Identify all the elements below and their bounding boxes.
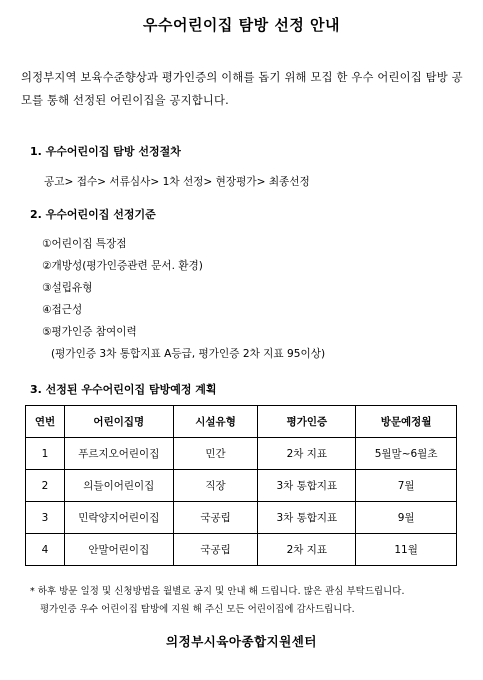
cell-no: 1 — [26, 438, 65, 470]
section3-heading: 3. 선정된 우수어린이집 탐방예정 계획 — [30, 383, 217, 396]
cell-no: 2 — [26, 470, 65, 502]
criteria-item: ⑤평가인증 참여이력 — [42, 326, 137, 338]
organization-name: 의정부시육아종합지원센터 — [166, 634, 317, 649]
cell-type: 국공립 — [173, 502, 258, 534]
criteria-subnote: (평가인증 3차 통합지표 A등급, 평가인증 2차 지표 95이상) — [51, 348, 326, 360]
cell-visit-month: 11월 — [356, 534, 457, 566]
thanks-note: 평가인증 우수 어린이집 탐방에 지원 해 주신 모든 어린이집에 감사드립니다. — [40, 604, 355, 615]
table-row — [26, 470, 457, 502]
section2-heading: 2. 우수어린이집 선정기준 — [30, 208, 156, 221]
cell-accreditation: 3차 통합지표 — [258, 502, 356, 534]
header-no: 연번 — [26, 406, 65, 438]
section1-heading: 1. 우수어린이집 탐방 선정절차 — [30, 145, 181, 158]
table-header-row — [26, 406, 457, 438]
page-title: 우수어린이집 탐방 선정 안내 — [142, 16, 341, 34]
cell-name: 안말어린이집 — [64, 534, 173, 566]
cell-no: 3 — [26, 502, 65, 534]
cell-accreditation: 2차 지표 — [258, 534, 356, 566]
cell-visit-month: 9월 — [356, 502, 457, 534]
cell-name: 민락양지어린이집 — [64, 502, 173, 534]
intro-paragraph: 의정부지역 보육수준향상과 평가인증의 이해를 돕기 위해 모집 한 우수 어린이집 탐방 공모를 통해 선정된 어린이집을 공지합니다. — [21, 71, 463, 107]
cell-type: 직장 — [173, 470, 258, 502]
table-row — [26, 502, 457, 534]
criteria-item: ③설립유형 — [42, 282, 93, 294]
criteria-item: ①어린이집 특장점 — [42, 238, 127, 250]
cell-name: 푸르지오어린이집 — [64, 438, 173, 470]
criteria-item: ④접근성 — [42, 304, 83, 316]
section1-procedure: 공고> 접수> 서류심사> 1차 선정> 현장평가> 최종선정 — [44, 176, 310, 188]
criteria-item: ②개방성(평가인증관련 문서. 환경) — [42, 260, 203, 272]
cell-visit-month: 7월 — [356, 470, 457, 502]
header-name: 어린이집명 — [64, 406, 173, 438]
table-row — [26, 534, 457, 566]
cell-name: 의들이어린이집 — [64, 470, 173, 502]
table-row — [26, 438, 457, 470]
visit-plan-table — [25, 405, 457, 566]
cell-accreditation: 3차 통합지표 — [258, 470, 356, 502]
footnote: * 하후 방문 일정 및 신청방법을 월별로 공지 및 안내 해 드립니다. 많은 관심 부탁드립니다. — [30, 586, 405, 597]
header-type: 시설유형 — [173, 406, 258, 438]
cell-type: 민간 — [173, 438, 258, 470]
cell-type: 국공립 — [173, 534, 258, 566]
cell-accreditation: 2차 지표 — [258, 438, 356, 470]
header-accreditation: 평가인증 — [258, 406, 356, 438]
header-visit-month: 방문예정월 — [356, 406, 457, 438]
cell-no: 4 — [26, 534, 65, 566]
cell-visit-month: 5월말~6월초 — [356, 438, 457, 470]
